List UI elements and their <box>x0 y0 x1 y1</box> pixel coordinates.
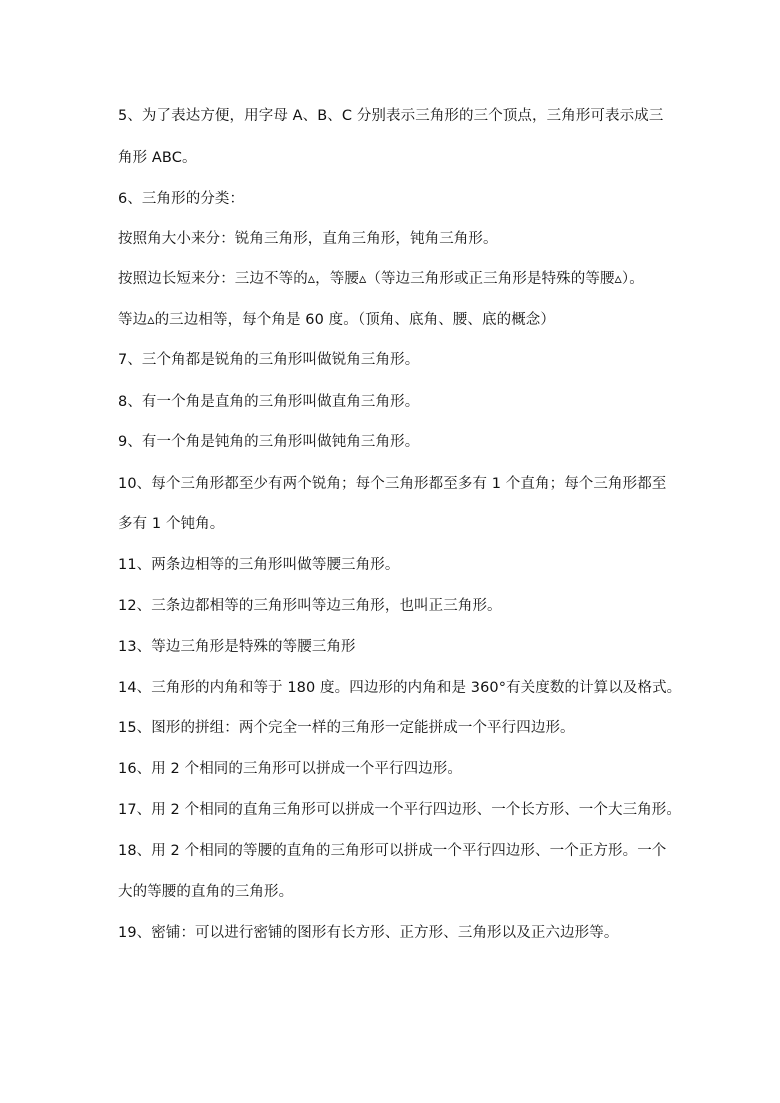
text-line: 12、三条边都相等的三角形叫等边三角形，也叫正三角形。 <box>118 598 502 614</box>
text-line: 9、有一个角是钝角的三角形叫做钝角三角形。 <box>118 434 420 450</box>
text-line: 19、密铺：可以进行密铺的图形有长方形、正方形、三角形以及正六边形等。 <box>118 925 619 941</box>
text-line: 13、等边三角形是特殊的等腰三角形 <box>118 639 356 655</box>
text-line: 6、三角形的分类： <box>118 191 245 207</box>
text-line: 等边▵的三边相等，每个角是 60 度。（顶角、底角、腰、底的概念） <box>118 312 555 328</box>
text-line: 15、图形的拼组：两个完全一样的三角形一定能拼成一个平行四边形。 <box>118 720 575 736</box>
text-line: 17、用 2 个相同的直角三角形可以拼成一个平行四边形、一个长方形、一个大三角形。 <box>118 802 681 818</box>
text-line: 11、两条边相等的三角形叫做等腰三角形。 <box>118 557 400 573</box>
text-line: 5、为了表达方便，用字母 A、B、C 分别表示三角形的三个顶点，三角形可表示成三 <box>118 108 664 124</box>
text-line: 16、用 2 个相同的三角形可以拼成一个平行四边形。 <box>118 761 462 777</box>
text-line: 18、用 2 个相同的等腰的直角的三角形可以拼成一个平行四边形、一个正方形。一个 <box>118 843 667 859</box>
text-line: 角形 ABC。 <box>118 150 197 166</box>
text-line: 14、三角形的内角和等于 180 度。四边形的内角和是 360°有关度数的计算以及格式。 <box>118 680 682 696</box>
text-line: 多有 1 个钝角。 <box>118 516 225 532</box>
text-line: 按照边长短来分：三边不等的▵，等腰▵（等边三角形或正三角形是特殊的等腰▵）。 <box>118 271 644 287</box>
text-line: 7、三个角都是锐角的三角形叫做锐角三角形。 <box>118 352 420 368</box>
text-line: 按照角大小来分：锐角三角形，直角三角形，钝角三角形。 <box>118 231 498 247</box>
text-line: 大的等腰的直角的三角形。 <box>118 884 294 900</box>
text-line: 10、每个三角形都至少有两个锐角；每个三角形都至多有 1 个直角；每个三角形都至 <box>118 476 667 492</box>
text-line: 8、有一个角是直角的三角形叫做直角三角形。 <box>118 394 420 410</box>
